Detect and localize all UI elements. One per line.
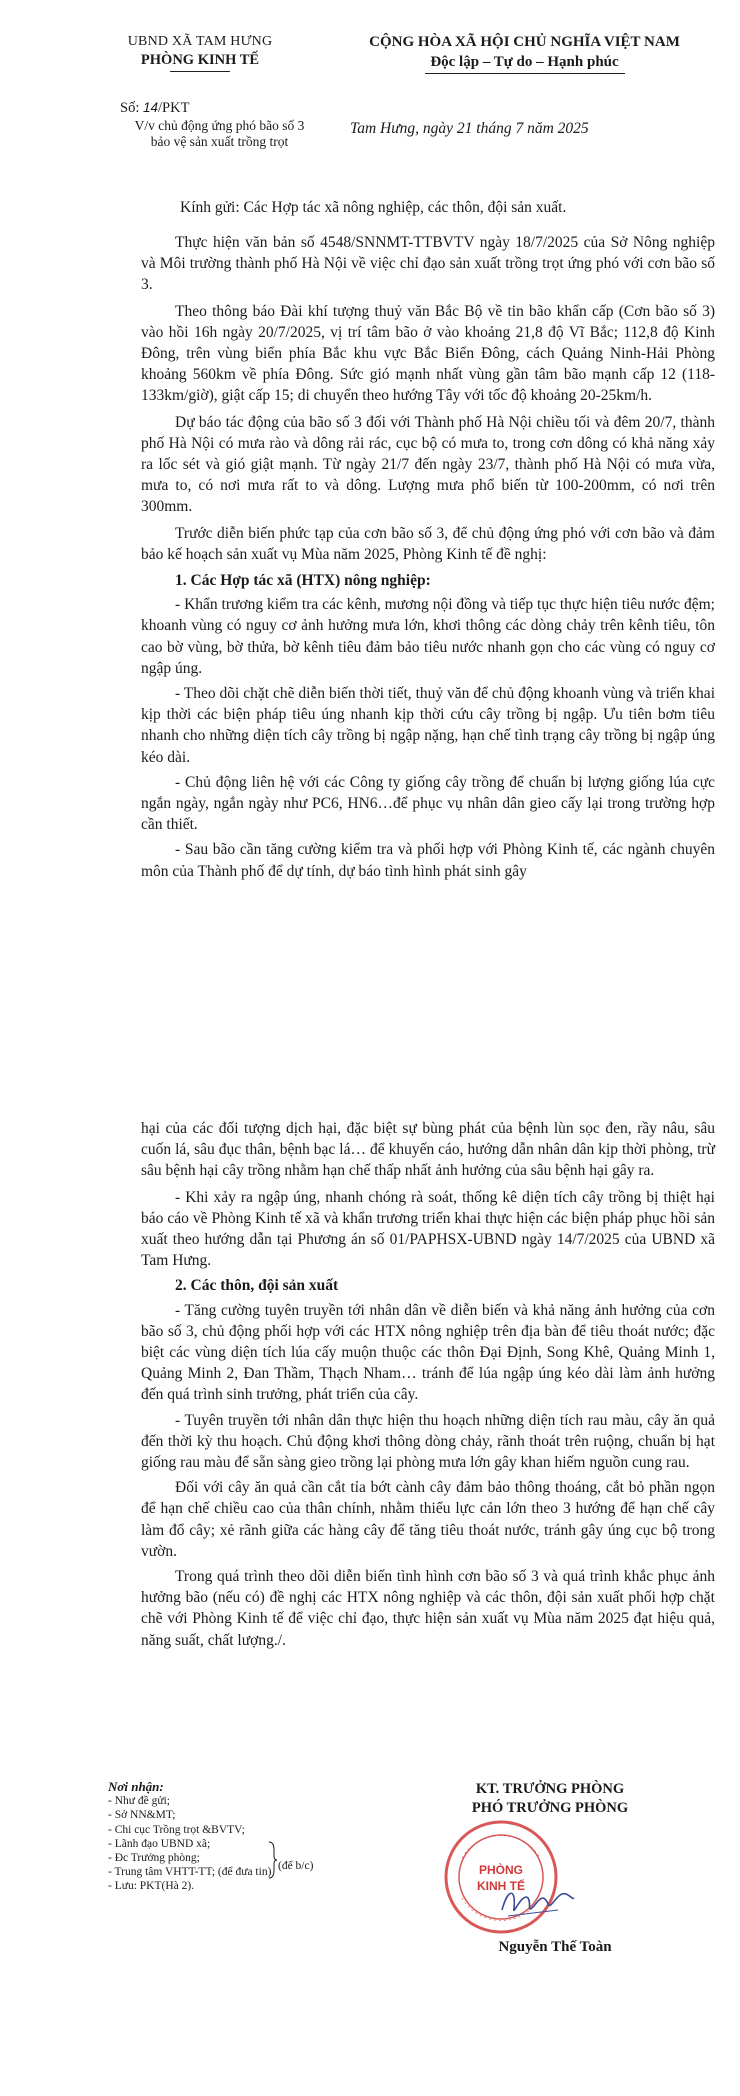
paragraph: Thực hiện văn bản số 4548/SNNMT-TTBVTV ngày 18/7/2025 của Sở Nông nghiệp và Môi trường thành phố Hà Nội về việc chỉ đạo sản xuất trồng trọt ứng phó với cơn bão số 3.	[141, 234, 715, 294]
signature-block	[400, 1780, 700, 1818]
org-commune: UBND XÃ TAM HƯNG	[127, 34, 273, 49]
recipient-item: - Như đề gửi;	[108, 1795, 170, 1808]
closing-paragraph: Trong quá trình theo dõi diễn biến tình hình cơn bão số 3 và quá trình khắc phục ảnh hưởng bão (nếu có) đề nghị các HTX nông nghiệp và các thôn, đội sản xuất phối hợp chặt chẽ với Phòng Kinh tế để việc chỉ đạo, thực hiện sản xuất vụ Mùa năm 2025 đạt hiệu quả, năng suất, chất lượng./.	[141, 1568, 715, 1649]
section-1-bullet: - Sau bão cần tăng cường kiểm tra và phối hợp với Phòng Kinh tế, các ngành chuyên môn của Thành phố để dự tính, dự báo tình hình phát sinh gây	[141, 841, 715, 880]
section-2-bullet: - Tuyên truyền tới nhân dân thực hiện thu hoạch những diện tích rau màu, cây ăn quả đến thời kỳ thu hoạch. Chủ động khơi thông dòng chảy, rãnh thoát trên ruộng, chuẩn bị hạt giống rau màu để sẵn sàng gieo trồng lại phòng mưa lớn gây khan hiếm nguồn cung rau.	[141, 1411, 715, 1472]
org-department: PHÒNG KINH TẾ	[140, 52, 260, 68]
nation-motto: Độc lập – Tự do – Hạnh phúc	[430, 54, 619, 70]
body-page-2	[141, 1118, 715, 1655]
recipient-item: - Đc Trưởng phòng;	[108, 1852, 200, 1865]
paragraph: Theo thông báo Đài khí tượng thuỷ văn Bắc Bộ về tin bão khẩn cấp (Cơn bão số 3) vào hồi 16h ngày 20/7/2025, vị trí tâm bão ở vào khoảng 21,8 độ Vĩ Bắc; 112,8 độ Kinh Đông, trên vùng biển phía Bắc khu vực Bắc Biển Đông, cách Quảng Ninh-Hải Phòng khoảng 560km về phía Đông. Sức gió mạnh nhất vùng gần tâm bão mạnh cấp 12 (118- 133km/giờ), giật cấp 15; di chuyển theo hướng Tây với tốc độ khoảng 20-25km/h.	[141, 302, 715, 405]
handwritten-signature-icon	[498, 1880, 578, 1924]
recipients-title: Nơi nhận:	[108, 1779, 164, 1794]
recipient-item: - Sở NN&MT;	[108, 1809, 176, 1822]
recipient-item: - Trung tâm VHTT-TT; (để đưa tin)	[108, 1866, 272, 1879]
paragraph: Trước diễn biến phức tạp của cơn bão số 3, để chủ động ứng phó với cơn bão và đảm bảo kế hoạch sản xuất vụ Mùa năm 2025, Phòng Kinh tế đề nghị:	[141, 524, 715, 563]
signer-title-1: KT. TRƯỞNG PHÒNG	[475, 1781, 625, 1797]
document-number	[120, 100, 189, 117]
recipients-list	[108, 1780, 408, 1894]
page-2-continuation: hại của các đối tượng dịch hại, đặc biệt sự bùng phát của bệnh lùn sọc đen, rầy nâu, sâu cuốn lá, sâu đục thân, bệnh bạc lá… để khuyến cáo, hướng dẫn nhân dân kịp thời phòng, trừ sâu bệnh hại cây trồng nhằm hạn chế thấp nhất ảnh hưởng của sâu bệnh hại gây ra.	[141, 1120, 715, 1180]
subject-line-2: bảo vệ sản xuất trồng trọt	[150, 134, 289, 149]
recipient-brace	[268, 1840, 278, 1880]
section-1-bullet: - Theo dõi chặt chẽ diễn biến thời tiết, thuỷ văn để chủ động khoanh vùng và triển khai kịp thời các biện pháp tiêu úng nhanh kịp thời cứu cây trồng bị ngập. Ưu tiên bơm tiêu nhanh cho những diện tích cây trồng bị ngập nặng, hạn chế tình trạng cây trồng bị ngập úng kéo dài.	[141, 685, 715, 766]
doc-number-value: 14	[142, 100, 158, 115]
signer-title-2: PHÓ TRƯỞNG PHÒNG	[471, 1800, 629, 1816]
stamp-text-1: PHÒNG	[478, 1863, 524, 1877]
header-left-underline	[170, 71, 230, 72]
section-2-bullet: - Tăng cường tuyên truyền tới nhân dân về diễn biến và khả năng ảnh hưởng của cơn bão số 3, chủ động phối hợp với các HTX nông nghiệp trên địa bàn để tiêu thoát nước; đặc biệt các vùng diện tích lúa cấy muộn thuộc các thôn Đại Định, Song Khê, Quảng Minh 1, Quảng Minh 2, Đan Thầm, Thạch Nham… tránh để lúa ngập úng kéo dài làm ảnh hưởng đến quá trình sinh trưởng, phát triển của cây.	[141, 1301, 715, 1404]
recipient-item: - Lãnh đạo UBND xã;	[108, 1837, 211, 1850]
signer-name: Nguyễn Thế Toàn	[498, 1939, 612, 1955]
recipient-bracket-note: (để b/c)	[278, 1860, 314, 1872]
doc-number-suffix: /PKT	[158, 100, 190, 116]
recipient-item: - Chi cục Trồng trọt &BVTV;	[108, 1823, 245, 1836]
paragraph: Dự báo tác động của bão số 3 đối với Thành phố Hà Nội chiều tối và đêm 20/7, thành phố Hà Nội có mưa rào và dông rải rác, cục bộ có mưa to, trong cơn dông có khả năng xảy ra lốc sét và gió giật mạnh. Từ ngày 21/7 đến ngày 23/7, thành phố Hà Nội có mưa vừa, mưa to, có nơi mưa rất to và dông. Lượng mưa phổ biến từ 100-200mm, có nơi trên 300mm.	[141, 413, 715, 516]
recipient-item: - Lưu: PKT(Hà 2).	[108, 1880, 195, 1893]
section-1-title: 1. Các Hợp tác xã (HTX) nông nghiệp:	[175, 572, 431, 590]
doc-number-prefix: Số:	[120, 100, 140, 116]
subject-line-1: V/v chủ động ứng phó bão số 3	[134, 118, 305, 133]
issuing-organization	[95, 32, 305, 72]
document-date: Tam Hưng, ngày 21 tháng 7 năm 2025	[350, 120, 589, 137]
national-header	[322, 32, 727, 74]
header-right-underline	[425, 73, 625, 74]
document-subject	[112, 118, 327, 150]
section-1-bullet: - Chủ động liên hệ với các Công ty giống cây trồng để chuẩn bị lượng giống lúa cực ngắn ngày, ngắn ngày như PC6, HN6…để phục vụ nhân dân gieo cấy lại trong trường hợp cần thiết.	[141, 773, 715, 834]
section-1-bullet: - Khẩn trương kiểm tra các kênh, mương nội đồng và tiếp tục thực hiện tiêu nước đệm; khoanh vùng có nguy cơ ảnh hưởng mưa lớn, khơi thông các dòng chảy trên kênh tiêu, tôn cao bờ vùng, bờ thửa, bờ kênh tiêu đảm bảo tiêu nước nhanh gọn cho các vùng có nguy cơ ngập úng.	[141, 596, 715, 677]
section-2-bullet: Đối với cây ăn quả cần cắt tỉa bớt cành cây đảm bảo thông thoáng, cắt bỏ phần ngọn để hạn chế chiều cao của thân chính, nhằm thiểu lực cản lớn theo 3 hướng để hạn chế cây làm đổ cây; xẻ rãnh giữa các hàng cây để tăng tiêu thoát nước, tránh gây úng cục bộ trong vườn.	[141, 1479, 715, 1560]
stamp-text-2: KINH TẾ	[477, 1879, 525, 1893]
section-2-title: 2. Các thôn, đội sản xuất	[175, 1277, 339, 1295]
body-page-1	[141, 232, 715, 886]
section-1-bullet: - Khi xảy ra ngập úng, nhanh chóng rà soát, thống kê diện tích cây trồng bị thiệt hại báo cáo về Phòng Kinh tế xã và khẩn trương triển khai thực hiện các biện pháp phục hồi sản xuất theo hướng dẫn tại Phương án số 01/PAPHSX-UBND ngày 14/7/2025 của UBND xã Tam Hưng.	[141, 1188, 715, 1270]
nation-title: CỘNG HÒA XÃ HỘI CHỦ NGHĨA VIỆT NAM	[369, 34, 680, 50]
addressee-line: Kính gửi: Các Hợp tác xã nông nghiệp, các thôn, đội sản xuất.	[180, 199, 567, 216]
